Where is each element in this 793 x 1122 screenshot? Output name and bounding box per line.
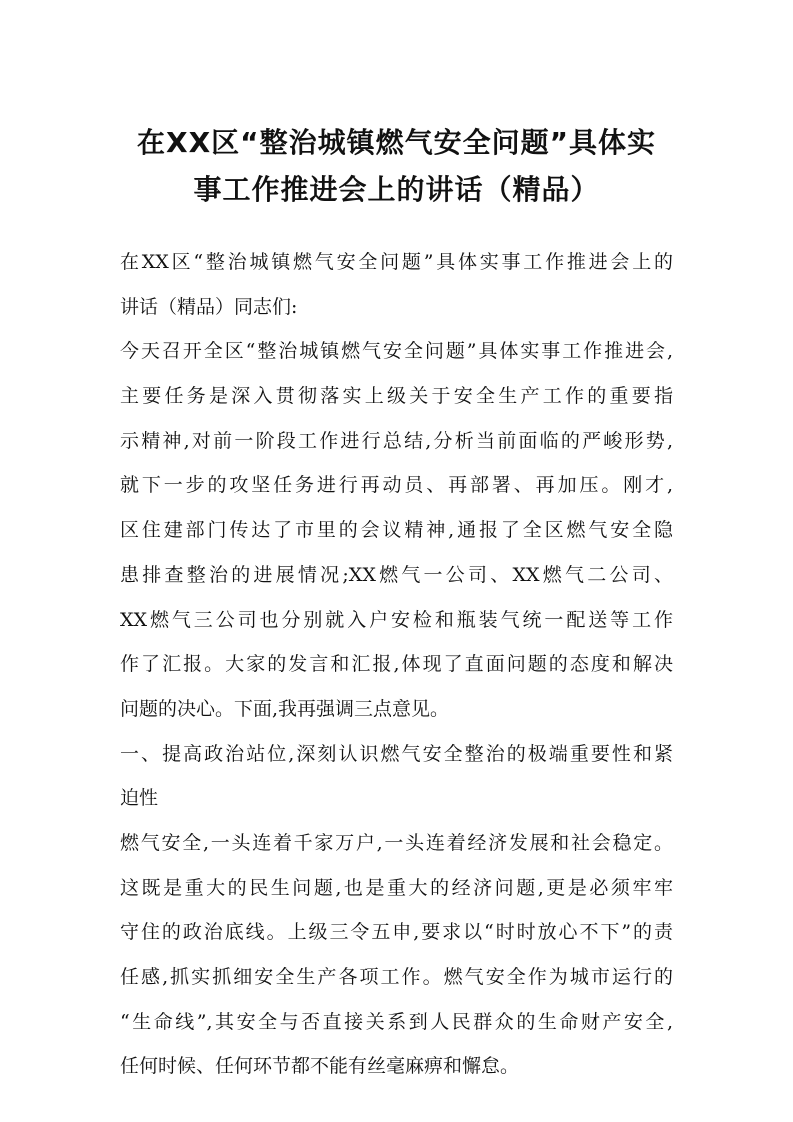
- paragraph-line: 今天召开全区“整治城镇燃气安全问题”具体实事工作推进会,: [120, 340, 673, 363]
- document-title-line-2: 事工作推进会上的讲话（精品）: [193, 173, 600, 206]
- paragraph-line: 迫性: [120, 787, 159, 810]
- paragraph-line: “生命线”,其安全与否直接关系到人民群众的生命财产安全,: [120, 1010, 673, 1033]
- document-body: [120, 240, 673, 1089]
- paragraph: [120, 240, 673, 329]
- paragraph-line: 一、提高政治站位,深刻认识燃气安全整治的极端重要性和紧: [120, 742, 673, 765]
- document-title-line-1: 在XX区“整治城镇燃气安全问题”具体实: [137, 126, 656, 159]
- paragraph: [120, 329, 673, 731]
- paragraph-line: 燃气安全,一头连着千家万户,一头连着经济发展和社会稳定。: [120, 831, 673, 854]
- paragraph-line: 这既是重大的民生问题,也是重大的经济问题,更是必须牢牢: [120, 876, 673, 899]
- paragraph: [120, 732, 673, 821]
- paragraph-line: 讲话（精品）同志们:: [120, 295, 298, 318]
- paragraph-line: 区住建部门传达了市里的会议精神,通报了全区燃气安全隐: [120, 519, 673, 542]
- paragraph-line: 就下一步的攻坚任务进行再动员、再部署、再加压。刚才,: [120, 474, 673, 497]
- paragraph-line: 守住的政治底线。上级三令五申,要求以“时时放心不下”的责: [120, 921, 673, 944]
- paragraph-line: 作了汇报。大家的发言和汇报,体现了直面问题的态度和解决: [120, 653, 673, 676]
- paragraph: [120, 821, 673, 1089]
- paragraph-line: XX燃气三公司也分别就入户安检和瓶装气统一配送等工作: [120, 608, 673, 631]
- paragraph-line: 患排查整治的进展情况;XX燃气一公司、XX燃气二公司、: [120, 563, 673, 586]
- paragraph-line: 在XX区“整治城镇燃气安全问题”具体实事工作推进会上的: [120, 251, 673, 273]
- paragraph-line: 任感,抓实抓细安全生产各项工作。燃气安全作为城市运行的: [120, 966, 673, 988]
- paragraph-line: 任何时候、任何环节都不能有丝毫麻痹和懈怠。: [120, 1055, 520, 1078]
- paragraph-line: 主要任务是深入贯彻落实上级关于安全生产工作的重要指: [120, 385, 673, 408]
- paragraph-line: 示精神,对前一阶段工作进行总结,分析当前面临的严峻形势,: [120, 429, 673, 452]
- paragraph-line: 问题的决心。下面,我再强调三点意见。: [120, 697, 450, 720]
